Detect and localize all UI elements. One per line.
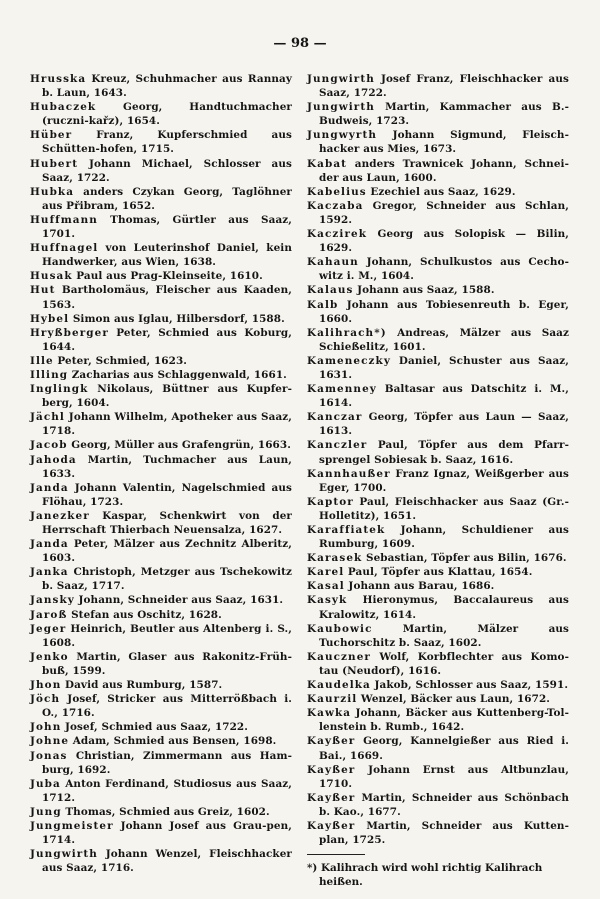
- entry-details: Stefan aus Oschitz, 1628.: [71, 608, 222, 621]
- register-entry: [307, 157, 569, 185]
- entry-surname: Hubert: [30, 157, 79, 170]
- entry-surname: Kaubowic: [307, 622, 373, 635]
- entry-details: Peter, Schmied aus Koburg, 1644.: [42, 326, 293, 353]
- entry-details: Nikolaus, Büttner aus Kupfer-berg, 1604.: [42, 383, 293, 410]
- entry-surname: Kayßer: [307, 791, 356, 804]
- entry-surname: Jungwirth: [307, 73, 375, 85]
- register-entry: [307, 650, 569, 678]
- entry-details: Johann Sigmund, Fleisch-hacker aus Mies, 1673.: [319, 129, 569, 156]
- register-entry: [307, 467, 569, 495]
- entry-details: Hieronymus, Baccalaureus aus Kralowitz, 1614.: [319, 594, 569, 621]
- entry-details: Johann, Schulkustos aus Cecho-witz i. M., 1604.: [319, 256, 569, 283]
- entry-details: Josef, Schmied aus Saaz, 1722.: [64, 721, 248, 734]
- entry-surname: Huffmann: [30, 213, 98, 226]
- footnote-rule: [307, 854, 365, 855]
- entry-details: Franz, Kupferschmied aus Schütten-hofen, 1715.: [42, 129, 292, 156]
- register-entry: [307, 283, 569, 297]
- entry-surname: Hryßberger: [30, 326, 109, 339]
- entry-details: Kreuz, Schuhmacher aus Rannay b. Laun, 1643.: [42, 73, 292, 100]
- entry-surname: Kabat: [307, 157, 348, 170]
- entry-surname: Karasek: [307, 552, 363, 565]
- entry-surname: Kasal: [307, 580, 345, 593]
- entry-surname: Janka: [30, 566, 69, 579]
- entry-details: Johann aus Saaz, 1588.: [357, 284, 495, 297]
- register-entry: [307, 593, 569, 621]
- entry-details: Josef, Stricker aus Mitterrößbach i. O., 1716.: [42, 693, 292, 720]
- entry-details: Josef Franz, Fleischhacker aus Saaz, 1722.: [319, 73, 569, 100]
- entry-details: Christian, Zimmermann aus Ham-burg, 1692.: [42, 749, 292, 776]
- register-entry: [30, 537, 292, 565]
- entry-details: Johann, Schuldiener aus Rumburg, 1609.: [319, 524, 569, 551]
- register-entry: [30, 608, 292, 622]
- register-entry: [30, 749, 292, 777]
- register-entry: [307, 100, 569, 128]
- register-entry: [30, 720, 292, 734]
- entry-surname: Jaroß: [30, 608, 68, 621]
- entry-surname: Kameneczky: [307, 354, 391, 367]
- entry-surname: Jungwyrth: [307, 129, 378, 142]
- register-entry: [30, 692, 292, 720]
- entry-surname: Illing: [30, 368, 69, 381]
- entry-surname: Jeger: [30, 622, 67, 635]
- entry-details: Georg, Handtuchmacher (ruczni-kařz), 1654.: [42, 101, 292, 128]
- entry-surname: Juba: [30, 777, 61, 790]
- register-entry: [30, 819, 292, 847]
- register-entry: [307, 185, 569, 199]
- entry-surname: Kawka: [307, 707, 352, 720]
- register-entry: [30, 734, 292, 748]
- entry-details: Simon aus Iglau, Hilbersdorf, 1588.: [72, 312, 285, 325]
- entry-details: Johann Ernst aus Altbunzlau, 1710.: [319, 763, 569, 790]
- entry-details: von Leuterinshof Daniel, kein Handwerker, aus Wien, 1638.: [42, 242, 292, 269]
- register-entry: [30, 312, 292, 326]
- entry-surname: John: [30, 721, 62, 734]
- entry-details: Johann Josef aus Grau-pen, 1714.: [42, 819, 292, 847]
- entry-surname: Jungmeister: [30, 819, 114, 832]
- register-entry: [30, 72, 292, 100]
- page-number: — 98 —: [273, 36, 327, 51]
- entry-details: Kaspar, Schenkwirt von der Herrschaft Thierbach Neuensalza, 1627.: [42, 509, 292, 536]
- entry-surname: Kanczar: [307, 411, 363, 424]
- entry-surname: Huffnagel: [30, 242, 99, 255]
- entry-surname: Hut: [30, 284, 56, 297]
- entry-details: Johann, Schneider aus Saaz, 1631.: [78, 594, 284, 607]
- register-entry: [30, 847, 292, 875]
- register-entry: [307, 255, 569, 283]
- entry-surname: Hybel: [30, 312, 70, 325]
- entry-surname: Jenko: [30, 650, 69, 663]
- entry-surname: Jungwirth: [307, 101, 375, 114]
- entry-surname: Kaudelka: [307, 679, 371, 692]
- entry-details: Paul, Fleischhacker aus Saaz (Gr.-Holletitz), 1651.: [319, 495, 570, 522]
- entry-surname: Hüber: [30, 129, 73, 142]
- register-entry: [30, 368, 292, 382]
- register-entry: [307, 579, 569, 593]
- register-entry: [30, 100, 292, 128]
- entry-surname: Kalihrach*): [307, 326, 387, 339]
- entry-surname: Kalaus: [307, 284, 354, 297]
- register-entry: [307, 734, 569, 762]
- register-entry: [307, 706, 569, 734]
- register-entry: [307, 72, 569, 100]
- entry-surname: Husak: [30, 270, 73, 283]
- entry-surname: Jächl: [30, 411, 65, 424]
- entry-surname: Kayßer: [307, 735, 356, 748]
- register-entry: [30, 805, 292, 819]
- entry-details: Thomas, Gürtler aus Saaz, 1701.: [42, 213, 293, 241]
- register-entry: [307, 622, 569, 650]
- entry-details: Jakob, Schlosser aus Saaz, 1591.: [374, 679, 569, 692]
- entry-surname: Kaptor: [307, 495, 354, 508]
- register-entry: [30, 269, 292, 283]
- entry-surname: Jahoda: [30, 453, 77, 466]
- entry-details: Paul aus Prag-Kleinseite, 1610.: [76, 270, 263, 283]
- entry-details: Martin, Mälzer aus Tuchorschitz b. Saaz, 1602.: [319, 622, 570, 649]
- entry-details: anders Trawnicek Johann, Schnei-der aus Laun, 1600.: [319, 157, 569, 184]
- entry-details: Wolf, Korbflechter aus Komo-tau (Neudorf), 1616.: [319, 650, 569, 677]
- register-entry: [30, 678, 292, 692]
- register-entry: [30, 283, 292, 311]
- entry-details: Zacharias aus Schlaggenwald, 1661.: [71, 368, 287, 381]
- register-entry: [307, 565, 569, 579]
- entry-details: Peter, Schmied, 1623.: [57, 354, 187, 367]
- register-entry: [307, 523, 569, 551]
- entry-details: Johann, Bäcker aus Kuttenberg-Tol-lenstein b. Rumb., 1642.: [319, 707, 569, 734]
- entry-surname: Kannhaußer: [307, 467, 391, 480]
- entry-details: Georg, Müller aus Grafengrün, 1663.: [71, 439, 291, 452]
- register-entry: [30, 622, 292, 650]
- register-entry: [307, 678, 569, 692]
- register-entry: [30, 213, 292, 241]
- entry-details: Ezechiel aus Saaz, 1629.: [370, 185, 516, 198]
- entry-surname: Jung: [30, 805, 62, 818]
- entry-surname: Kabelius: [307, 185, 367, 198]
- entry-details: Martin, Glaser aus Rakonitz-Früh-buß, 1599.: [42, 650, 293, 677]
- register-entry: [30, 453, 292, 481]
- entry-surname: Hubaczek: [30, 101, 97, 114]
- register-entry: [307, 410, 569, 438]
- footnote: *) Kalihrach wird wohl richtig Kalihrach heißen.: [307, 862, 543, 889]
- entry-surname: Kayßer: [307, 819, 356, 832]
- register-entry: [307, 128, 569, 156]
- entry-surname: Hubka: [30, 185, 75, 198]
- entry-details: Baltasar aus Datschitz i. M., 1614.: [319, 383, 569, 410]
- register-entry: [307, 692, 569, 706]
- entry-surname: Johne: [30, 735, 70, 748]
- entry-surname: Ille: [30, 354, 54, 367]
- entry-surname: Kaurzil: [307, 693, 358, 706]
- entry-surname: Janda: [30, 481, 69, 494]
- register-entry: [307, 819, 569, 847]
- register-entry: [307, 298, 569, 326]
- register-entry: [30, 777, 292, 805]
- entry-details: Heinrich, Beutler aus Altenberg i. S., 1608.: [42, 622, 292, 649]
- register-entry: [307, 326, 569, 354]
- entry-details: Johann Wenzel, Fleischhacker aus Saaz, 1716.: [42, 848, 292, 875]
- register-entry: [30, 410, 292, 438]
- register-entry: [30, 241, 292, 269]
- register-entry: [307, 382, 569, 410]
- entry-surname: Kayßer: [307, 763, 356, 776]
- register-entry: [30, 382, 292, 410]
- register-entry: [307, 354, 569, 382]
- entry-details: Johann Michael, Schlosser aus Saaz, 1722.: [42, 157, 292, 184]
- entry-surname: Karel: [307, 566, 345, 579]
- entry-surname: Janezker: [30, 509, 90, 522]
- entry-details: Franz Ignaz, Weißgerber aus Eger, 1700.: [319, 467, 570, 494]
- entry-details: Johann Valentin, Nagelschmied aus Flöhau, 1723.: [42, 481, 292, 508]
- entry-details: Sebastian, Töpfer aus Bilin, 1676.: [365, 552, 567, 565]
- entry-details: Martin, Schneider aus Kutten-plan, 1725.: [319, 819, 569, 847]
- register-entry: [30, 354, 292, 368]
- entry-details: Martin, Kammacher aus B.-Budweis, 1723.: [319, 101, 570, 128]
- register-entry: [30, 157, 292, 185]
- register-entry: [307, 551, 569, 565]
- register-entry: [30, 565, 292, 593]
- entry-surname: Kauczner: [307, 650, 371, 663]
- entry-details: David aus Rumburg, 1587.: [64, 679, 223, 692]
- register-entry: [30, 593, 292, 607]
- register-entry: [30, 650, 292, 678]
- entry-surname: Kanczler: [307, 439, 368, 452]
- register-entry: [307, 763, 569, 791]
- entry-surname: Jacob: [30, 439, 68, 452]
- entry-surname: Jöch: [30, 693, 61, 706]
- entry-details: Gregor, Schneider aus Schlan, 1592.: [319, 199, 569, 226]
- entry-surname: Kalb: [307, 298, 339, 311]
- entry-details: Peter, Mälzer aus Zechnitz Alberitz, 1603.: [42, 538, 292, 565]
- register-entry: [307, 199, 569, 227]
- right-column-entries: [307, 72, 569, 847]
- entry-surname: Karaffiatek: [307, 524, 386, 536]
- entry-surname: Jungwirth: [30, 848, 98, 861]
- entry-details: Paul, Töpfer aus dem Pfarr-sprengel Sobiesak b. Saaz, 1616.: [319, 439, 569, 466]
- register-entry: [30, 481, 292, 509]
- entry-surname: Kahaun: [307, 256, 359, 269]
- entry-details: Wenzel, Bäcker aus Laun, 1672.: [360, 693, 551, 706]
- entry-surname: Jonas: [30, 749, 68, 762]
- entry-details: Johann Wilhelm, Apotheker aus Saaz, 1718.: [42, 411, 292, 438]
- entry-details: Anton Ferdinand, Studiosus aus Saaz, 1712.: [42, 777, 292, 804]
- register-entry: [307, 438, 569, 466]
- entry-surname: Inglingk: [30, 383, 89, 396]
- entry-details: anders Czykan Georg, Taglöhner aus Přibram, 1652.: [42, 185, 292, 212]
- left-column: [30, 72, 292, 875]
- right-column: [307, 72, 569, 889]
- entry-details: Georg, Töpfer aus Laun — Saaz, 1613.: [319, 411, 569, 438]
- entry-surname: Kasyk: [307, 594, 348, 607]
- register-entry: [307, 791, 569, 819]
- entry-surname: Jansky: [30, 594, 75, 607]
- entry-details: Christoph, Metzger aus Tschekowitz b. Saaz, 1717.: [42, 566, 292, 593]
- register-entry: [30, 326, 292, 354]
- entry-surname: Kaczaba: [307, 199, 364, 212]
- entry-details: Johann aus Barau, 1686.: [348, 580, 495, 593]
- entry-surname: Kamenney: [307, 383, 377, 396]
- register-entry: [30, 185, 292, 213]
- register-entry: [30, 128, 292, 156]
- entry-details: Martin, Schneider aus Schönbach b. Kao., 1677.: [319, 791, 569, 818]
- register-entry: [30, 509, 292, 537]
- entry-details: Georg, Kannelgießer aus Ried i. Bai., 1669.: [319, 735, 569, 762]
- entry-details: Bartholomäus, Fleischer aus Kaaden, 1563.: [42, 284, 292, 311]
- entry-details: Thomas, Schmied aus Greiz, 1602.: [65, 805, 270, 818]
- entry-details: Adam, Schmied aus Bensen, 1698.: [72, 735, 277, 748]
- entry-details: Georg aus Solopisk — Bilin, 1629.: [319, 228, 569, 255]
- entry-details: Andreas, Mälzer aus Saaz Schießelitz, 1601.: [319, 326, 569, 353]
- entry-details: Daniel, Schuster aus Saaz, 1631.: [319, 354, 569, 381]
- entry-details: Martin, Tuchmacher aus Laun, 1633.: [42, 453, 292, 480]
- register-entry: [307, 227, 569, 255]
- entry-surname: Janda: [30, 538, 69, 551]
- register-entry: [307, 495, 569, 523]
- entry-surname: Hrusska: [30, 73, 87, 85]
- entry-surname: Kaczirek: [307, 228, 368, 241]
- entry-surname: Jhon: [30, 679, 62, 692]
- register-entry: [30, 438, 292, 452]
- entry-details: Paul, Töpfer aus Klattau, 1654.: [347, 566, 533, 579]
- entry-details: Johann aus Tobiesenreuth b. Eger, 1660.: [319, 298, 569, 325]
